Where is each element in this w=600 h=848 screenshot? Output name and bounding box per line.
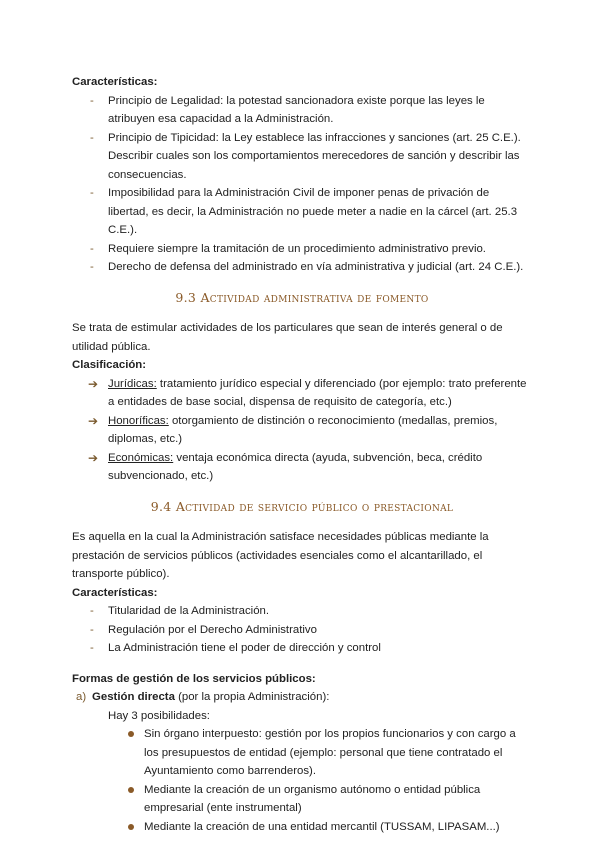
arrow-right-icon: ➔ [88,376,99,391]
dash-bullet-icon: - [90,642,94,654]
list-item: ➔ Económicas: ventaja económica directa (ayuda, subvención, beca, crédito subvencionado, etc.) [88,450,483,482]
formas-heading: Formas de gestión de los servicios públicos: [72,672,316,685]
letter-bullet: a) [76,691,87,703]
list-item: Sin órgano interpuesto: gestión por los propios funcionarios y con cargo a los presupuestos de entidad (ejemplo: personal que tiene contratado el Ayuntamiento como barrenderos). [72,725,532,781]
caracteristicas-list [72,602,532,658]
caracteristicas-list [72,92,532,277]
caracteristicas-heading: Características: [72,76,158,88]
dash-bullet-icon: - [90,623,94,636]
arrow-right-icon: ➔ [88,450,99,465]
dash-bullet-icon: - [90,131,94,144]
list-item: Mediante la creación de un organismo autónomo o entidad pública empresarial (ente instrumental) [72,781,532,818]
document-page [72,73,532,836]
gestion-directa-title: Gestión directa [92,691,175,703]
list-item: - Derecho de defensa del administrado en vía administrativa y judicial (art. 24 C.E.). [72,258,532,277]
section-9-4-title: 9.4 Actividad de servicio público o prestacional [150,498,454,514]
section-9-3-title: 9.3 Actividad administrativa de fomento [175,289,429,305]
list-item: - Regulación por el Derecho Administrativo [72,621,532,640]
dash-bullet-icon: - [90,261,94,273]
dash-bullet-icon: - [90,242,94,255]
section-9-4-intro: Es aquella en la cual la Administración satisface necesidades públicas mediante la prestación de servicios públicos (actividades esenciales como el alcantarillado, el transporte público). [72,531,489,580]
dot-bullet-icon [128,731,134,737]
list-item: ➔ Honoríficas: otorgamiento de distinción o reconocimiento (medallas, premios, diplomas, etc.) [88,413,498,445]
list-item: - Titularidad de la Administración. [72,602,532,621]
list-item: - Requiere siempre la tramitación de un procedimiento administrativo previo. [72,240,532,259]
clasificacion-list [72,375,532,486]
dash-bullet-icon: - [90,187,94,199]
list-item: - Principio de Tipicidad: la Ley establece las infracciones y sanciones (art. 25 C.E.). Describir cuales son los comportamientos merecedores de sanción y describir las consecuencias. [72,129,532,185]
spacer [72,658,532,670]
list-item: - La Administración tiene el poder de dirección y control [72,639,532,658]
dash-bullet-icon: - [90,94,94,107]
clasificacion-heading: Clasificación: [72,359,147,371]
posibilidades-list [72,725,532,836]
dot-bullet-icon [128,787,134,793]
gestion-directa-item: a) Gestión directa (por la propia Administración): [72,688,532,707]
list-item: Mediante la creación de una entidad mercantil (TUSSAM, LIPASAM...) [72,818,532,837]
dash-bullet-icon: - [90,605,94,617]
section-9-3-intro: Se trata de estimular actividades de los particulares que sean de interés general o de utilidad pública. [72,322,503,353]
arrow-right-icon: ➔ [88,413,99,428]
caracteristicas-heading: Características: [72,586,158,599]
list-item: - Principio de Legalidad: la potestad sancionadora existe porque las leyes le atribuyen esa capacidad a la Administración. [72,92,532,129]
list-item: ➔ Jurídicas: tratamiento jurídico especial y diferenciado (por ejemplo: trato preferente a entidades de base social, dispensa de requisito de categoría, etc.) [88,376,527,408]
posibilidades-label: Hay 3 posibilidades: [108,709,210,722]
list-item: - Imposibilidad para la Administración Civil de imponer penas de privación de libertad, es decir, la Administración no puede meter a nadie en la cárcel (art. 25.3 C.E.). [72,184,532,240]
dot-bullet-icon [128,824,134,830]
